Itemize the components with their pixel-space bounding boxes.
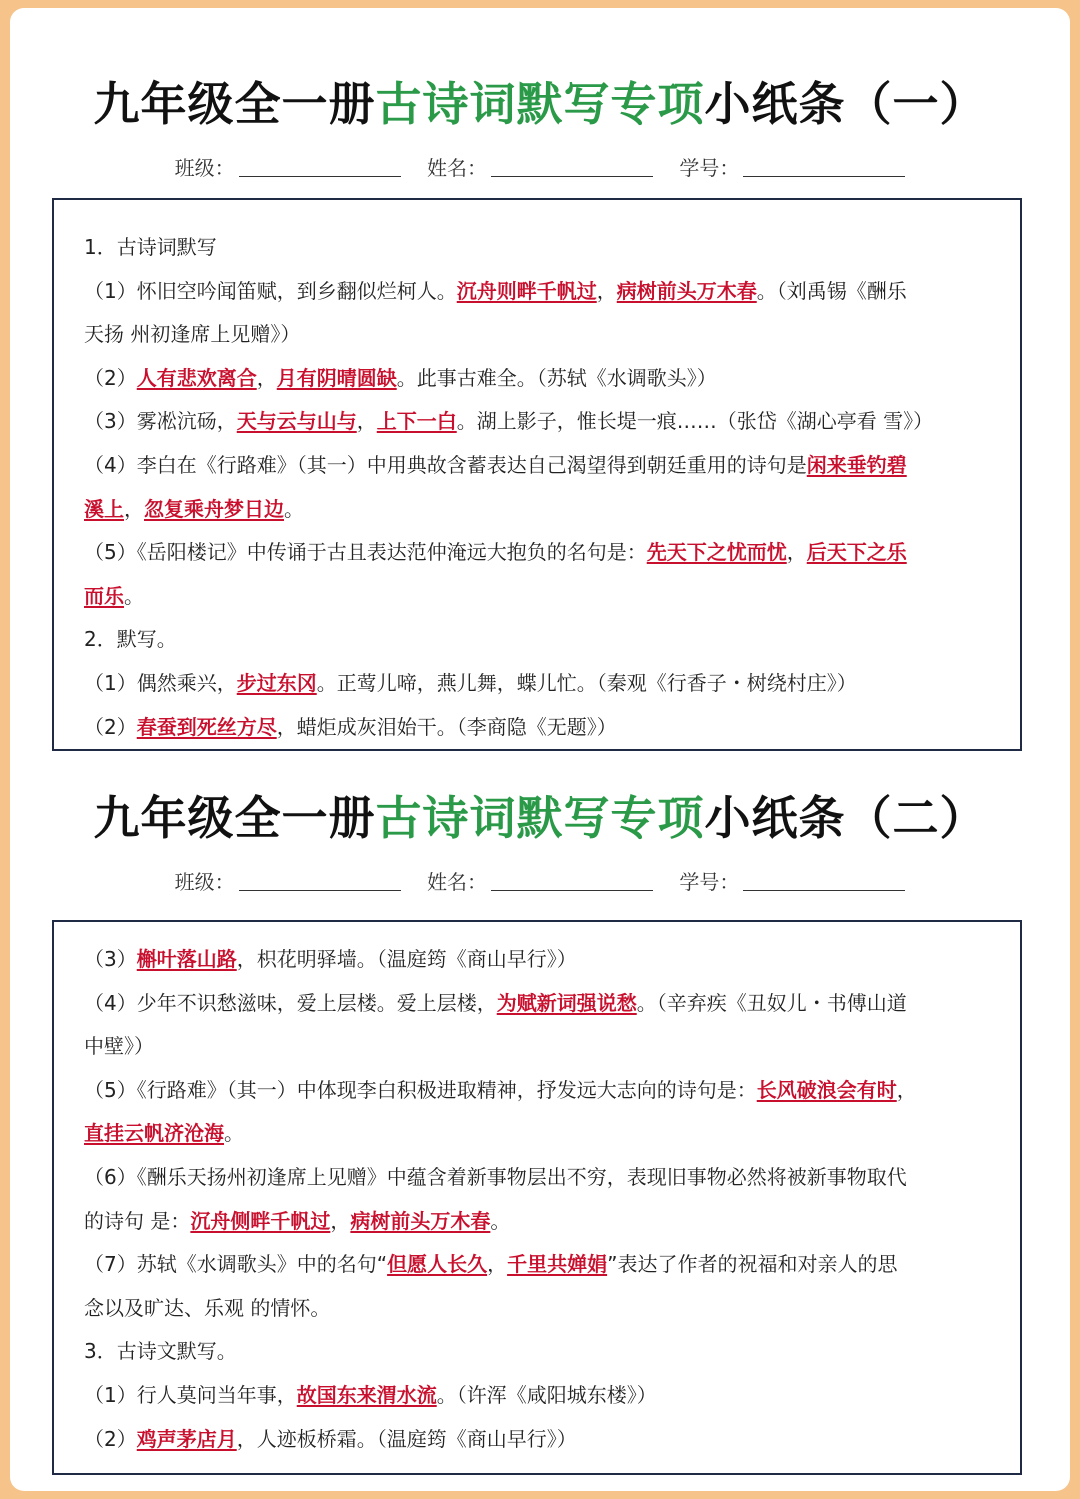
content-line: [84, 1069, 1002, 1113]
content-line: [84, 357, 1002, 401]
title-highlight: 古诗词默写专项: [375, 77, 705, 131]
answer-text: 而乐: [84, 583, 124, 608]
name-blank[interactable]: [491, 890, 653, 891]
question-text: ，: [330, 1208, 351, 1233]
class-field[interactable]: [175, 156, 401, 180]
title-prefix: 九年级全一册: [93, 77, 376, 131]
question-text: 。: [490, 1208, 511, 1233]
answer-text: 闲来垂钓碧: [806, 452, 907, 477]
question-text: （3）雾凇沆砀，: [84, 409, 237, 434]
question-text: 的诗句 是：: [84, 1208, 191, 1233]
question-text: 。正莺儿啼，燕儿舞，蝶儿忙。（秦观《行香子・树绕村庄》）: [316, 670, 857, 695]
answer-text: 千里共婵娟: [507, 1252, 608, 1277]
question-text: 。此事古难全。（苏轼《水调歌头》）: [396, 365, 717, 390]
question-text: 天扬 州初逢席上见赠》）: [84, 322, 301, 347]
content-line: [84, 1025, 1002, 1069]
question-text: ，枳花明驿墙。（温庭筠《商山早行》）: [236, 947, 577, 971]
name-field[interactable]: [427, 870, 653, 894]
content-line: [84, 938, 1002, 982]
answer-text: 但愿人长久: [387, 1252, 488, 1277]
answer-text: 先天下之忧而忧: [646, 540, 787, 565]
question-text: 。（刘禹锡《酬乐: [756, 278, 907, 303]
content-line: [84, 313, 1002, 357]
question-text: ，: [356, 409, 377, 434]
question-text: （1）怀旧空吟闻笛赋，到乡翻似烂柯人。: [84, 278, 457, 303]
answer-text: 病树前头万木春: [616, 278, 757, 303]
content-line: [84, 618, 1002, 662]
id-field[interactable]: [679, 156, 905, 180]
answer-text: 沉舟侧畔千帆过: [190, 1208, 331, 1233]
answer-text: 忽复乘舟梦日边: [144, 496, 284, 521]
question-text: 。: [224, 1121, 244, 1146]
name-blank[interactable]: [491, 176, 653, 177]
content-line: [84, 662, 1002, 706]
name-label: 姓名：: [427, 156, 487, 180]
answer-text: 月有阴晴圆缺: [276, 365, 397, 390]
question-text: 。（辛弃疾《丑奴儿・书傅山道: [636, 990, 907, 1015]
question-text: ，: [896, 1077, 917, 1102]
class-blank[interactable]: [239, 890, 401, 891]
question-text: （2）: [84, 1426, 137, 1451]
answer-text: 长风破浪会有时: [756, 1077, 897, 1102]
question-text: （5）《岳阳楼记》中传诵于古且表达范仲淹远大抱负的名句是：: [84, 540, 647, 565]
question-text: （1）行人莫问当年事，: [84, 1382, 297, 1407]
answer-text: 溪上: [84, 496, 124, 521]
answer-text: 槲叶落山路: [136, 947, 237, 971]
id-label: 学号：: [679, 870, 740, 894]
content-line: [84, 488, 1002, 532]
question-text: ，: [786, 540, 807, 565]
question-text: ，人迹板桥霜。（温庭筠《商山早行》）: [236, 1426, 577, 1451]
id-field[interactable]: [679, 870, 905, 894]
answer-text: 鸡声茅店月: [136, 1426, 237, 1451]
answer-text: 故国东来渭水流: [296, 1382, 437, 1407]
answer-text: 上下一白: [376, 409, 457, 434]
title-suffix: 小纸条（二）: [704, 791, 987, 845]
section-2-title: [0, 782, 1080, 848]
class-field[interactable]: [175, 870, 401, 894]
question-text: 念以及旷达、乐观 的情怀。: [84, 1295, 331, 1320]
question-text: ”表达了作者的祝福和对亲人的思: [607, 1252, 898, 1277]
section-2-content-box: [52, 920, 1022, 1475]
content-line: [84, 1243, 1002, 1287]
question-text: ，: [256, 365, 277, 390]
section-1-title: [0, 68, 1080, 134]
question-text: ，: [596, 278, 617, 303]
question-text: ，: [487, 1252, 508, 1277]
question-text: 中壁》）: [84, 1034, 154, 1059]
question-text: （3）: [84, 947, 137, 971]
question-text: 1．古诗词默写: [84, 235, 217, 259]
answer-text: 步过东冈: [236, 670, 317, 695]
class-label: 班级：: [174, 870, 235, 894]
question-text: （5）《行路难》（其一）中体现李白积极进取精神，抒发远大志向的诗句是：: [84, 1077, 757, 1102]
answer-text: 春蚕到死丝方尽: [136, 714, 277, 739]
content-line: [84, 270, 1002, 314]
content-line: [84, 1112, 1002, 1156]
question-text: ，: [124, 496, 144, 521]
question-text: （4）李白在《行路难》（其一）中用典故含蓄表达自己渴望得到朝廷重用的诗句是: [84, 452, 807, 477]
question-text: 。: [124, 583, 144, 608]
question-text: （2）: [84, 365, 137, 390]
answer-text: 人有悲欢离合: [136, 365, 257, 390]
content-line: [84, 400, 1002, 444]
answer-text: 后天下之乐: [806, 540, 907, 565]
title-prefix: 九年级全一册: [93, 791, 376, 845]
answer-text: 为赋新词强说愁: [496, 990, 637, 1015]
content-line: [84, 1156, 1002, 1200]
name-field[interactable]: [427, 156, 653, 180]
question-text: （6）《酬乐天扬州初逢席上见赠》中蕴含着新事物层出不穷，表现旧事物必然将被新事物取代: [84, 1164, 907, 1189]
question-text: 。: [284, 496, 304, 521]
content-line: [84, 1330, 1002, 1374]
content-line: [84, 706, 1002, 750]
question-text: （7）苏轼《水调歌头》中的名句“: [84, 1252, 388, 1277]
content-line: [84, 1200, 1002, 1244]
class-blank[interactable]: [239, 176, 401, 177]
question-text: 3．古诗文默写。: [84, 1339, 237, 1364]
content-line: [84, 444, 1002, 488]
content-line: [84, 982, 1002, 1026]
question-text: ，蜡炬成灰泪始干。（李商隐《无题》）: [276, 714, 617, 739]
section-1-content-box: [52, 198, 1022, 751]
question-text: 。湖上影子，惟长堤一痕……（张岱《湖心亭看 雪》）: [456, 409, 934, 434]
id-blank[interactable]: [743, 890, 905, 891]
id-blank[interactable]: [743, 176, 905, 177]
question-text: （4）少年不识愁滋味，爱上层楼。爱上层楼，: [84, 990, 497, 1015]
section-1-student-info: [0, 152, 1080, 181]
question-text: （2）: [84, 714, 137, 739]
content-line: [84, 226, 1002, 270]
answer-text: 直挂云帆济沧海: [84, 1121, 224, 1146]
title-highlight: 古诗词默写专项: [375, 791, 705, 845]
content-line: [84, 1418, 1002, 1462]
section-2-student-info: [0, 866, 1080, 895]
title-suffix: 小纸条（一）: [704, 77, 987, 131]
question-text: （1）偶然乘兴，: [84, 670, 237, 695]
content-line: [84, 531, 1002, 575]
answer-text: 沉舟则畔千帆过: [456, 278, 597, 303]
id-label: 学号：: [679, 156, 740, 180]
answer-text: 天与云与山与: [236, 409, 357, 434]
class-label: 班级：: [174, 156, 235, 180]
question-text: 2．默写。: [84, 627, 177, 652]
question-text: 。（许浑《咸阳城东楼》）: [436, 1382, 657, 1407]
name-label: 姓名：: [427, 870, 487, 894]
answer-text: 病树前头万木春: [350, 1208, 491, 1233]
content-line: [84, 575, 1002, 619]
content-line: [84, 1374, 1002, 1418]
content-line: [84, 1287, 1002, 1331]
